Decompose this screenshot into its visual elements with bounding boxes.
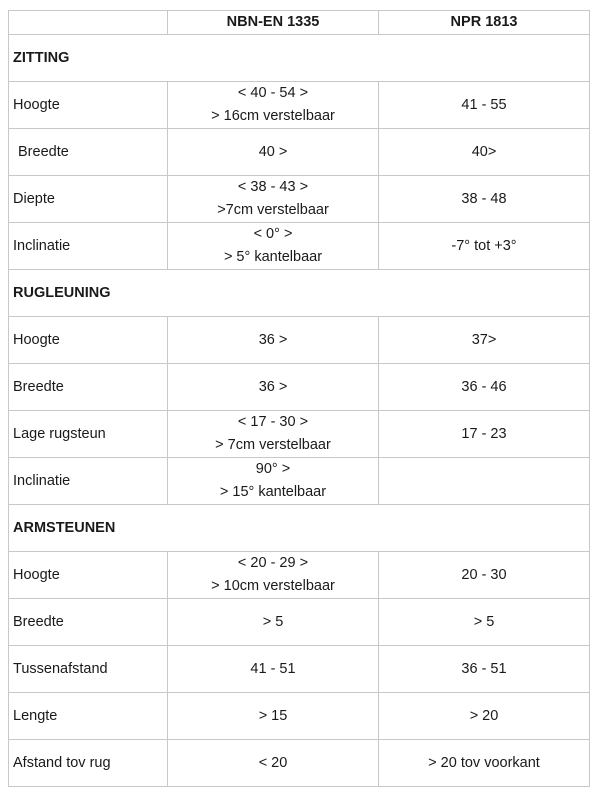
table-row xyxy=(9,223,590,270)
section-row xyxy=(9,35,590,82)
nbn-value-cell xyxy=(168,740,379,787)
header-row xyxy=(9,11,590,35)
table-row xyxy=(9,82,590,129)
table-row xyxy=(9,599,590,646)
npr-value-cell xyxy=(379,740,590,787)
table-row xyxy=(9,740,590,787)
npr-value-cell xyxy=(379,176,590,223)
npr-value-line: 20 - 30 xyxy=(461,566,507,583)
table-row xyxy=(9,458,590,505)
npr-value-line: > 5 xyxy=(473,613,495,630)
table-row xyxy=(9,411,590,458)
npr-value-cell xyxy=(379,599,590,646)
npr-value-cell xyxy=(379,646,590,693)
nbn-value-cell xyxy=(168,364,379,411)
nbn-value-line: > 5° kantelbaar xyxy=(223,249,323,265)
nbn-value-line: < 20 xyxy=(258,754,288,771)
nbn-value-line: >7cm verstelbaar xyxy=(217,202,329,218)
table-row xyxy=(9,646,590,693)
npr-value-cell xyxy=(379,129,590,176)
nbn-value-line: > 10cm verstelbaar xyxy=(211,578,335,594)
npr-value-line: 17 - 23 xyxy=(461,425,507,442)
nbn-value-line: < 40 - 54 > xyxy=(237,85,309,101)
row-label: Afstand tov rug xyxy=(9,740,168,787)
npr-value-line: > 20 tov voorkant xyxy=(428,754,540,771)
npr-value-cell xyxy=(379,82,590,129)
row-label: Breedte xyxy=(9,364,168,411)
section-row xyxy=(9,270,590,317)
row-label: Diepte xyxy=(9,176,168,223)
nbn-value-cell xyxy=(168,82,379,129)
nbn-value-cell xyxy=(168,552,379,599)
nbn-value-cell xyxy=(168,693,379,740)
nbn-value-line: > 16cm verstelbaar xyxy=(211,108,335,124)
npr-value-cell xyxy=(379,364,590,411)
row-label: Lage rugsteun xyxy=(9,411,168,458)
section-title: ARMSTEUNEN xyxy=(9,505,590,552)
row-label: Breedte xyxy=(9,599,168,646)
row-label: Hoogte xyxy=(9,82,168,129)
nbn-value-line: 36 > xyxy=(258,331,288,348)
npr-value-cell xyxy=(379,458,590,505)
npr-value-line: -7° tot +3° xyxy=(451,237,517,254)
row-label: Inclinatie xyxy=(9,223,168,270)
nbn-value-cell xyxy=(168,176,379,223)
npr-value-line: 37> xyxy=(471,331,497,348)
nbn-value-line: > 15° kantelbaar xyxy=(219,484,327,500)
nbn-value-cell xyxy=(168,411,379,458)
nbn-value-line: < 20 - 29 > xyxy=(237,555,309,571)
nbn-value-line: 40 > xyxy=(258,143,288,160)
npr-value-cell xyxy=(379,223,590,270)
npr-value-cell xyxy=(379,317,590,364)
table-row xyxy=(9,552,590,599)
row-label: Hoogte xyxy=(9,552,168,599)
table-row xyxy=(9,176,590,223)
nbn-value-line: 36 > xyxy=(258,378,288,395)
comparison-table xyxy=(8,10,590,787)
row-label: Tussenafstand xyxy=(9,646,168,693)
header-nbn: NBN-EN 1335 xyxy=(168,11,379,35)
table-row xyxy=(9,317,590,364)
table-row xyxy=(9,693,590,740)
header-npr: NPR 1813 xyxy=(379,11,590,35)
nbn-value-line: > 5 xyxy=(262,613,284,630)
row-label: Lengte xyxy=(9,693,168,740)
row-label: Hoogte xyxy=(9,317,168,364)
row-label: Breedte xyxy=(9,129,168,176)
nbn-value-line: 90° > xyxy=(255,461,291,477)
nbn-value-cell xyxy=(168,599,379,646)
npr-value-line: 36 - 46 xyxy=(461,378,507,395)
npr-value-cell xyxy=(379,693,590,740)
npr-value-cell xyxy=(379,411,590,458)
header-empty-cell xyxy=(9,11,168,35)
npr-value-line: 38 - 48 xyxy=(461,190,507,207)
nbn-value-cell xyxy=(168,223,379,270)
nbn-value-line: < 38 - 43 > xyxy=(237,179,309,195)
nbn-value-cell xyxy=(168,317,379,364)
section-row xyxy=(9,505,590,552)
nbn-value-line: > 7cm verstelbaar xyxy=(215,437,331,453)
section-title: RUGLEUNING xyxy=(9,270,590,317)
npr-value-line: 40> xyxy=(471,143,497,160)
npr-value-line: > 20 xyxy=(469,707,499,724)
nbn-value-line: < 0° > xyxy=(253,226,293,242)
npr-value-line: 41 - 55 xyxy=(461,96,507,113)
nbn-value-line: 41 - 51 xyxy=(250,660,296,677)
table-row xyxy=(9,364,590,411)
nbn-value-cell xyxy=(168,129,379,176)
npr-value-cell xyxy=(379,552,590,599)
nbn-value-cell xyxy=(168,646,379,693)
table-row xyxy=(9,129,590,176)
nbn-value-line: < 17 - 30 > xyxy=(237,414,309,430)
nbn-value-cell xyxy=(168,458,379,505)
section-title: ZITTING xyxy=(9,35,590,82)
nbn-value-line: > 15 xyxy=(258,707,288,724)
row-label: Inclinatie xyxy=(9,458,168,505)
npr-value-line: 36 - 51 xyxy=(461,660,507,677)
